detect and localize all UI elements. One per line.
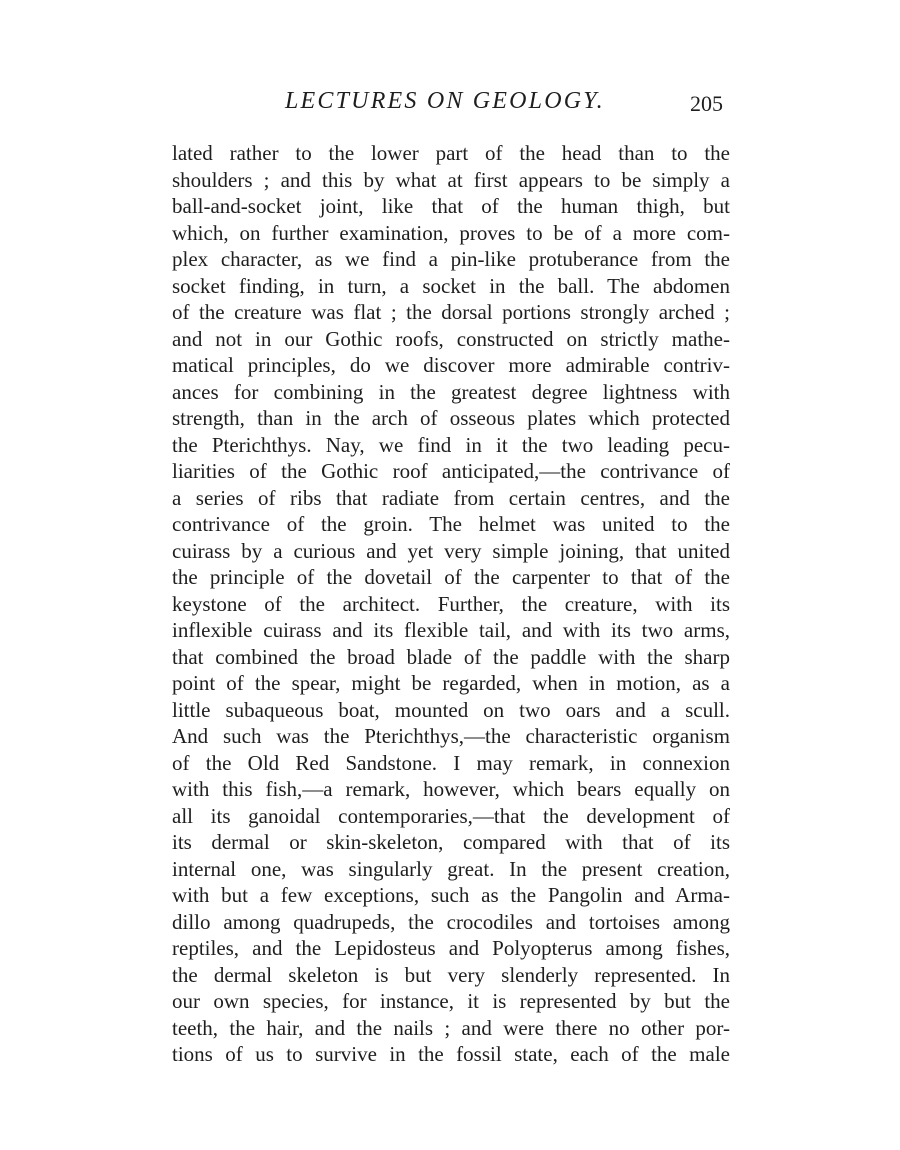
text-line: tions of us to survive in the fossil state, each of the male xyxy=(172,1042,730,1066)
text-line: the Pterichthys. Nay, we find in it the two leading pecu- xyxy=(172,432,730,457)
text-line: matical principles, do we discover more admirable contriv- xyxy=(172,353,730,377)
text-line: with this fish,—a remark, however, which bears equally on xyxy=(172,777,730,801)
text-line: the principle of the dovetail of the carpenter to that of the xyxy=(172,565,730,589)
text-line: our own species, for instance, it is represented by but the xyxy=(172,989,730,1013)
running-title: LECTURES ON GEOLOGY. xyxy=(285,88,605,114)
text-line: plex character, as we find a pin-like protuberance from the xyxy=(172,247,730,271)
text-line: liarities of the Gothic roof anticipated,—the contrivance of xyxy=(172,459,730,483)
text-line: strength, than in the arch of osseous plates which protected xyxy=(172,406,730,430)
text-line: a series of ribs that radiate from certain centres, and the xyxy=(172,485,730,510)
text-line: internal one, was singularly great. In the present creation, xyxy=(172,856,730,881)
text-line: that combined the broad blade of the paddle with the sharp xyxy=(172,644,730,669)
text-line: teeth, the hair, and the nails ; and were there no other por- xyxy=(172,1015,730,1040)
text-line: of the creature was flat ; the dorsal portions strongly arched ; xyxy=(172,300,730,324)
body-text xyxy=(172,140,730,1068)
text-line: reptiles, and the Lepidosteus and Polyopterus among fishes, xyxy=(172,936,730,960)
text-line: keystone of the architect. Further, the creature, with its xyxy=(172,591,730,616)
text-line: ball-and-socket joint, like that of the human thigh, but xyxy=(172,194,730,218)
text-line: And such was the Pterichthys,—the characteristic organism xyxy=(172,724,730,748)
text-line: the dermal skeleton is but very slenderly represented. In xyxy=(172,962,730,987)
text-line: cuirass by a curious and yet very simple joining, that united xyxy=(172,538,730,563)
text-line: which, on further examination, proves to be of a more com- xyxy=(172,220,730,245)
text-line: and not in our Gothic roofs, constructed on strictly mathe- xyxy=(172,326,730,351)
text-line: socket finding, in turn, a socket in the ball. The abdomen xyxy=(172,273,730,298)
text-line: inflexible cuirass and its flexible tail, and with its two arms, xyxy=(172,618,730,642)
text-line: contrivance of the groin. The helmet was united to the xyxy=(172,512,730,536)
text-line: with but a few exceptions, such as the Pangolin and Arma- xyxy=(172,883,730,907)
text-line: little subaqueous boat, mounted on two oars and a scull. xyxy=(172,697,730,722)
text-line: ances for combining in the greatest degree lightness with xyxy=(172,379,730,404)
page-number: 205 xyxy=(690,91,723,116)
running-head xyxy=(0,88,900,122)
text-line: point of the spear, might be regarded, when in motion, as a xyxy=(172,671,730,695)
text-line: its dermal or skin-skeleton, compared with that of its xyxy=(172,830,730,854)
text-line: shoulders ; and this by what at first appears to be simply a xyxy=(172,167,730,192)
text-line: of the Old Red Sandstone. I may remark, in connexion xyxy=(172,750,730,775)
text-line: lated rather to the lower part of the head than to the xyxy=(172,141,730,165)
text-line: all its ganoidal contemporaries,—that the development of xyxy=(172,803,730,828)
text-line: dillo among quadrupeds, the crocodiles and tortoises among xyxy=(172,909,730,934)
